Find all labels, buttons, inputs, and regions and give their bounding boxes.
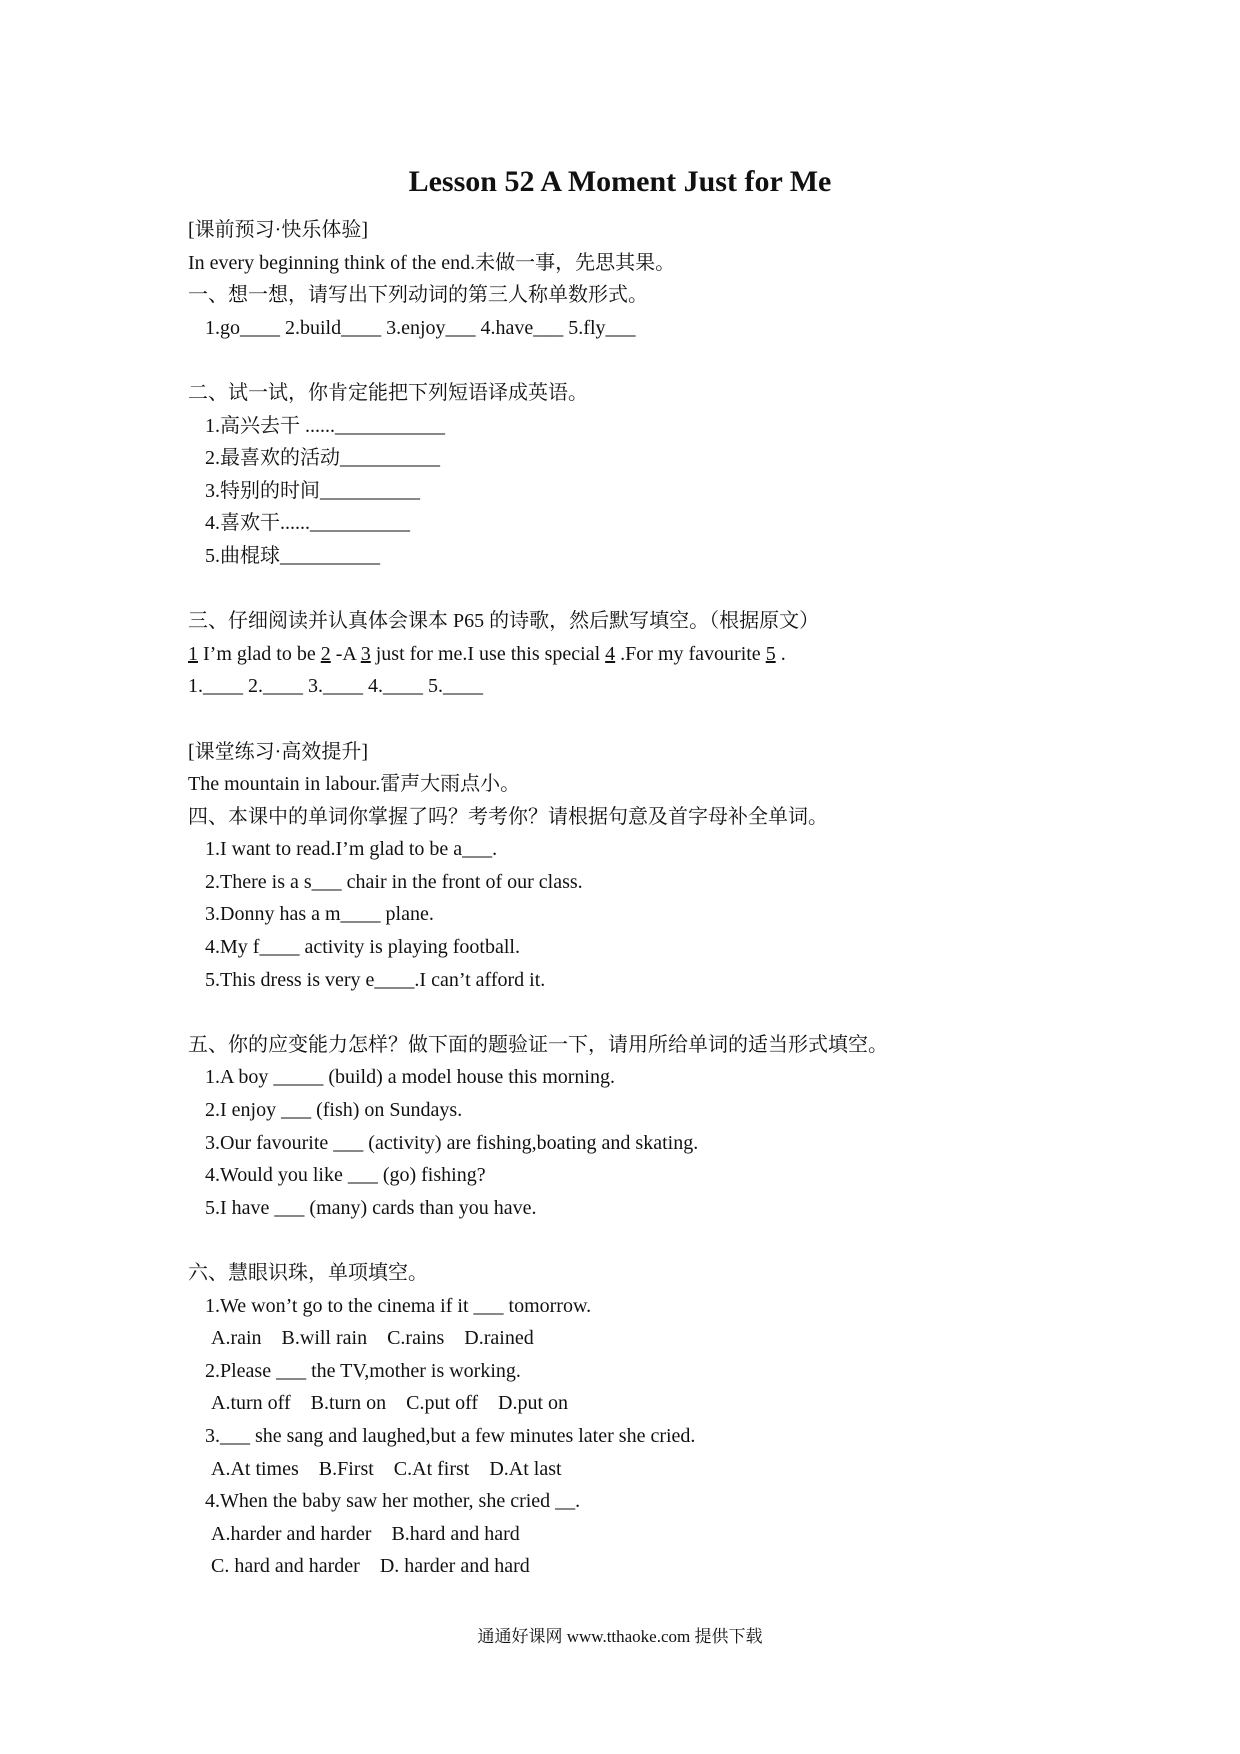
q6-options-4b: C. hard and harder D. harder and hard [211, 1555, 530, 1578]
q4-item-5: 5.This dress is very e____.I can’t afford it. [205, 968, 546, 991]
q2-item-4: 4.喜欢干......__________ [205, 512, 410, 535]
poem-blank-4: 4 [605, 642, 616, 665]
q5-item-4: 4.Would you like ___ (go) fishing? [205, 1164, 486, 1187]
poem-blank-2: 2 [320, 642, 331, 665]
q6-question-1: 1.We won’t go to the cinema if it ___ tomorrow. [205, 1294, 592, 1317]
q6-options-2: A.turn off B.turn on C.put off D.put on [211, 1392, 569, 1415]
spacer [188, 703, 1088, 736]
poem-text-4: .For my favourite [615, 642, 766, 665]
q1-items: 1.go____ 2.build____ 3.enjoy___ 4.have___ 5.fly___ [205, 316, 636, 339]
q3-poem [188, 638, 1088, 671]
q3-heading: 三、仔细阅读并认真体会课本 P65 的诗歌，然后默写填空。（根据原文） [188, 610, 820, 633]
poem-blank-3: 3 [360, 642, 371, 665]
q5-heading: 五、你的应变能力怎样？做下面的题验证一下，请用所给单词的适当形式填空。 [188, 1033, 888, 1056]
q2-item-2: 2.最喜欢的活动__________ [205, 447, 440, 470]
spacer [188, 573, 1088, 606]
q6-options-3: A.At times B.First C.At first D.At last [211, 1457, 562, 1480]
q6-options-4a: A.harder and harder B.hard and hard [211, 1522, 520, 1545]
q6-question-2: 2.Please ___ the TV,mother is working. [205, 1359, 521, 1382]
poem-text-2: -A [330, 642, 361, 665]
q4-item-1: 1.I want to read.I’m glad to be a___. [205, 838, 498, 861]
section-header-classwork: [课堂练习·高效提升] [188, 740, 368, 763]
q6-question-4: 4.When the baby saw her mother, she cried __. [205, 1490, 581, 1513]
q6-question-3: 3.___ she sang and laughed,but a few minutes later she cried. [205, 1424, 696, 1447]
q5-item-1: 1.A boy _____ (build) a model house this morning. [205, 1066, 615, 1089]
page-title: Lesson 52 A Moment Just for Me [408, 165, 832, 198]
q4-heading: 四、本课中的单词你掌握了吗？考考你？请根据句意及首字母补全单词。 [188, 805, 828, 828]
q5-item-3: 3.Our favourite ___ (activity) are fishing,boating and skating. [205, 1131, 699, 1154]
q4-item-2: 2.There is a s___ chair in the front of our class. [205, 870, 583, 893]
q5-item-2: 2.I enjoy ___ (fish) on Sundays. [205, 1099, 463, 1122]
q2-heading: 二、试一试，你肯定能把下列短语译成英语。 [188, 381, 588, 404]
poem-text-5: . [775, 642, 786, 665]
q4-item-4: 4.My f____ activity is playing football. [205, 936, 520, 959]
q2-item-5: 5.曲棍球__________ [205, 544, 380, 567]
q1-heading: 一、想一想，请写出下列动词的第三人称单数形式。 [188, 284, 648, 307]
q2-item-3: 3.特别的时间__________ [205, 479, 420, 502]
q2-item-1: 1.高兴去干 ......___________ [205, 414, 445, 437]
spacer [188, 1224, 1088, 1257]
spacer [188, 996, 1088, 1029]
q4-item-3: 3.Donny has a m____ plane. [205, 903, 434, 926]
poem-text-1: I’m glad to be [198, 642, 321, 665]
worksheet-content [188, 214, 1088, 1583]
q6-heading: 六、慧眼识珠，单项填空。 [188, 1262, 428, 1284]
q3-answers: 1.____ 2.____ 3.____ 4.____ 5.____ [188, 675, 483, 698]
poem-text-3: just for me.I use this special [370, 642, 606, 665]
q6-options-1: A.rain B.will rain C.rains D.rained [211, 1327, 534, 1350]
motto-2: The mountain in labour.雷声大雨点小。 [188, 773, 521, 796]
q5-item-5: 5.I have ___ (many) cards than you have. [205, 1196, 537, 1219]
poem-blank-1: 1 [188, 642, 198, 665]
page-footer: 通通好课网 www.tthaoke.com 提供下载 [477, 1627, 763, 1646]
motto-1: In every beginning think of the end.未做一事，先思其果。 [188, 251, 676, 274]
spacer [188, 344, 1088, 377]
section-header-preview: [课前预习·快乐体验] [188, 219, 368, 241]
poem-blank-5: 5 [765, 642, 776, 665]
